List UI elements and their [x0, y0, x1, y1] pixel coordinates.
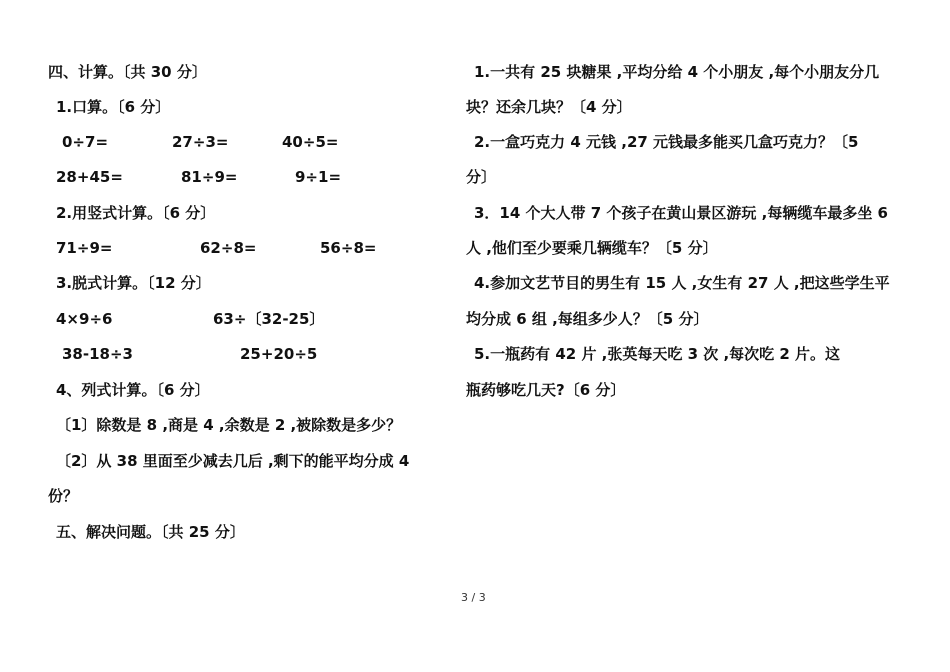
problem-2: 2.一盒巧克力 4 元钱 ,27 元钱最多能买几盒巧克力？〔5: [474, 133, 859, 151]
q1-title: 1.口算。〔6 分〕: [56, 98, 171, 116]
section-4-title: 四、计算。〔共 30 分〕: [48, 63, 207, 81]
q4-title: 4、列式计算。〔6 分〕: [56, 381, 210, 399]
oral-calc-item: 27÷3=: [172, 133, 229, 151]
stepwise-calc-item: 63÷〔32-25〕: [213, 310, 325, 328]
vertical-calc-item: 56÷8=: [320, 239, 377, 257]
q4-part-2: 〔2〕从 38 里面至少减去几后 ,剩下的能平均分成 4: [56, 452, 410, 470]
problem-3: 3．14 个大人带 7 个孩子在黄山景区游玩 ,每辆缆车最多坐 6: [474, 204, 888, 222]
oral-calc-item: 28+45=: [56, 168, 123, 186]
problem-5: 5.一瓶药有 42 片 ,张英每天吃 3 次 ,每次吃 2 片。这: [474, 345, 841, 363]
problem-4-cont: 均分成 6 组 ,每组多少人？〔5 分〕: [466, 310, 709, 328]
oral-calc-item: 9÷1=: [295, 168, 342, 186]
q4-part-1: 〔1〕除数是 8 ,商是 4 ,余数是 2 ,被除数是多少？: [56, 416, 402, 434]
problem-5-cont: 瓶药够吃几天?〔6 分〕: [466, 381, 626, 399]
problem-4: 4.参加文艺节目的男生有 15 人 ,女生有 27 人 ,把这些学生平: [474, 274, 890, 292]
oral-calc-item: 40÷5=: [282, 133, 339, 151]
stepwise-calc-item: 38-18÷3: [62, 345, 133, 363]
vertical-calc-item: 71÷9=: [56, 239, 113, 257]
problem-3-cont: 人 ,他们至少要乘几辆缆车？〔5 分〕: [466, 239, 718, 257]
stepwise-calc-item: 25+20÷5: [240, 345, 318, 363]
q2-title: 2.用竖式计算。〔6 分〕: [56, 204, 216, 222]
page-number: 3 / 3: [461, 591, 486, 604]
q4-part-2-cont: 份？: [48, 487, 79, 505]
stepwise-calc-item: 4×9÷6: [56, 310, 113, 328]
oral-calc-item: 81÷9=: [181, 168, 238, 186]
vertical-calc-item: 62÷8=: [200, 239, 257, 257]
section-5-title: 五、解决问题。〔共 25 分〕: [56, 523, 245, 541]
problem-1: 1.一共有 25 块糖果 ,平均分给 4 个小朋友 ,每个小朋友分几: [474, 63, 880, 81]
q3-title: 3.脱式计算。〔12 分〕: [56, 274, 211, 292]
problem-2-cont: 分〕: [466, 168, 497, 186]
problem-1-cont: 块？还余几块？〔4 分〕: [466, 98, 632, 116]
oral-calc-item: 0÷7=: [62, 133, 109, 151]
